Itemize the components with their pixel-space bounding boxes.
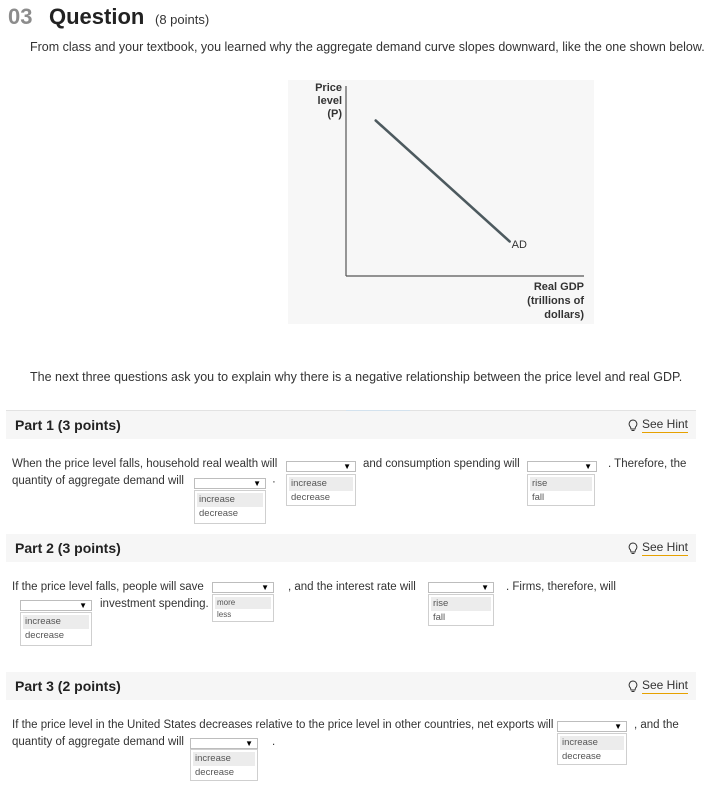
question-title: Question xyxy=(49,4,145,29)
part1-text-3: . Therefore, the xyxy=(608,458,687,470)
x-axis-label-line3: dollars) xyxy=(544,309,584,321)
option-increase[interactable]: increase xyxy=(289,477,353,491)
part2-dropdown-save[interactable]: ▼ xyxy=(212,582,274,593)
part3-dropdown-netexports[interactable]: ▼ xyxy=(557,721,627,732)
part2-hint-label: See Hint xyxy=(641,540,688,554)
y-axis-label xyxy=(288,82,342,121)
lightbulb-icon xyxy=(628,542,638,555)
lightbulb-icon xyxy=(628,680,638,693)
part1-dropdown-wealth[interactable]: ▼ xyxy=(286,461,356,472)
part1-title: Part 1 (3 points) xyxy=(15,417,121,433)
y-axis-label-line2: (P) xyxy=(327,108,342,120)
x-axis-label-line2: (trillions of xyxy=(527,295,584,307)
part2-header xyxy=(6,534,696,562)
part3-title: Part 3 (2 points) xyxy=(15,678,121,694)
option-decrease[interactable]: decrease xyxy=(25,630,65,641)
part2-text-4: investment spending. xyxy=(100,598,209,610)
part3-text-1: If the price level in the United States decreases relative to the price level in other countries, net exports will xyxy=(12,719,554,731)
part1-text-1: When the price level falls, household real wealth will xyxy=(12,458,278,470)
option-increase[interactable]: increase xyxy=(560,736,624,750)
option-decrease[interactable]: decrease xyxy=(562,751,602,762)
part1-dropdown-aggregate[interactable]: ▼ xyxy=(194,478,266,489)
option-increase[interactable]: increase xyxy=(193,752,255,766)
option-increase[interactable]: increase xyxy=(23,615,89,629)
option-increase[interactable]: increase xyxy=(197,493,263,507)
question-points: (8 points) xyxy=(155,12,210,27)
y-axis-label-line1: Price level xyxy=(315,82,342,107)
question-intro: From class and your textbook, you learned why the aggregate demand curve slopes downward, like the one shown below. xyxy=(30,40,705,54)
part1-dot-1: · xyxy=(272,476,276,488)
ad-curve xyxy=(376,121,510,242)
part1-text-2: and consumption spending will xyxy=(363,458,520,470)
option-rise[interactable]: rise xyxy=(530,477,592,491)
part1-hint-label: See Hint xyxy=(641,417,688,431)
option-decrease[interactable]: decrease xyxy=(195,767,235,778)
option-less[interactable]: less xyxy=(217,610,232,619)
part3-hint-link[interactable] xyxy=(628,678,688,694)
question-number: 03 xyxy=(8,4,33,29)
part3-text-3: quantity of aggregate demand will xyxy=(12,736,184,748)
part2-text-1: If the price level falls, people will save xyxy=(12,581,204,593)
followup-text: The next three questions ask you to explain why there is a negative relationship between the price level and real GDP. xyxy=(30,370,683,384)
part2-options-save xyxy=(212,594,274,622)
part1-hint-link[interactable] xyxy=(628,417,688,433)
part1-dropdown-consumption[interactable]: ▼ xyxy=(527,461,597,472)
part1-options-aggregate xyxy=(194,490,266,524)
part2-options-interest xyxy=(428,594,494,626)
part1-header xyxy=(6,411,696,439)
part2-title: Part 2 (3 points) xyxy=(15,540,121,556)
x-axis-label xyxy=(527,280,584,322)
lightbulb-icon xyxy=(628,419,638,432)
part2-hint-link[interactable] xyxy=(628,540,688,556)
option-decrease[interactable]: decrease xyxy=(199,508,239,519)
option-more[interactable]: more xyxy=(215,597,271,609)
part2-options-investment xyxy=(20,612,92,646)
part2-dropdown-investment[interactable]: ▼ xyxy=(20,600,92,611)
option-rise[interactable]: rise xyxy=(431,597,491,611)
part1-options-consumption xyxy=(527,474,595,506)
part2-dropdown-interest[interactable]: ▼ xyxy=(428,582,494,593)
ad-curve-label: AD xyxy=(511,239,527,252)
part3-options-netexports xyxy=(557,733,627,765)
part3-options-aggregate xyxy=(190,749,258,781)
x-axis-label-line1: Real GDP xyxy=(533,281,584,293)
option-fall[interactable]: fall xyxy=(433,612,446,623)
aggregate-demand-chart xyxy=(288,80,594,324)
part3-text-2: , and the xyxy=(634,719,679,731)
part1-options-wealth xyxy=(286,474,356,506)
part3-header xyxy=(6,672,696,700)
option-fall[interactable]: fall xyxy=(532,492,545,503)
part1-text-4: quantity of aggregate demand will xyxy=(12,475,184,487)
part3-text-4: . xyxy=(272,736,276,748)
option-decrease[interactable]: decrease xyxy=(291,492,331,503)
part3-hint-label: See Hint xyxy=(641,678,688,692)
part3-dropdown-aggregate[interactable]: ▼ xyxy=(190,738,258,749)
part2-text-3: . Firms, therefore, will xyxy=(506,581,616,593)
part2-text-2: , and the interest rate will xyxy=(288,581,416,593)
